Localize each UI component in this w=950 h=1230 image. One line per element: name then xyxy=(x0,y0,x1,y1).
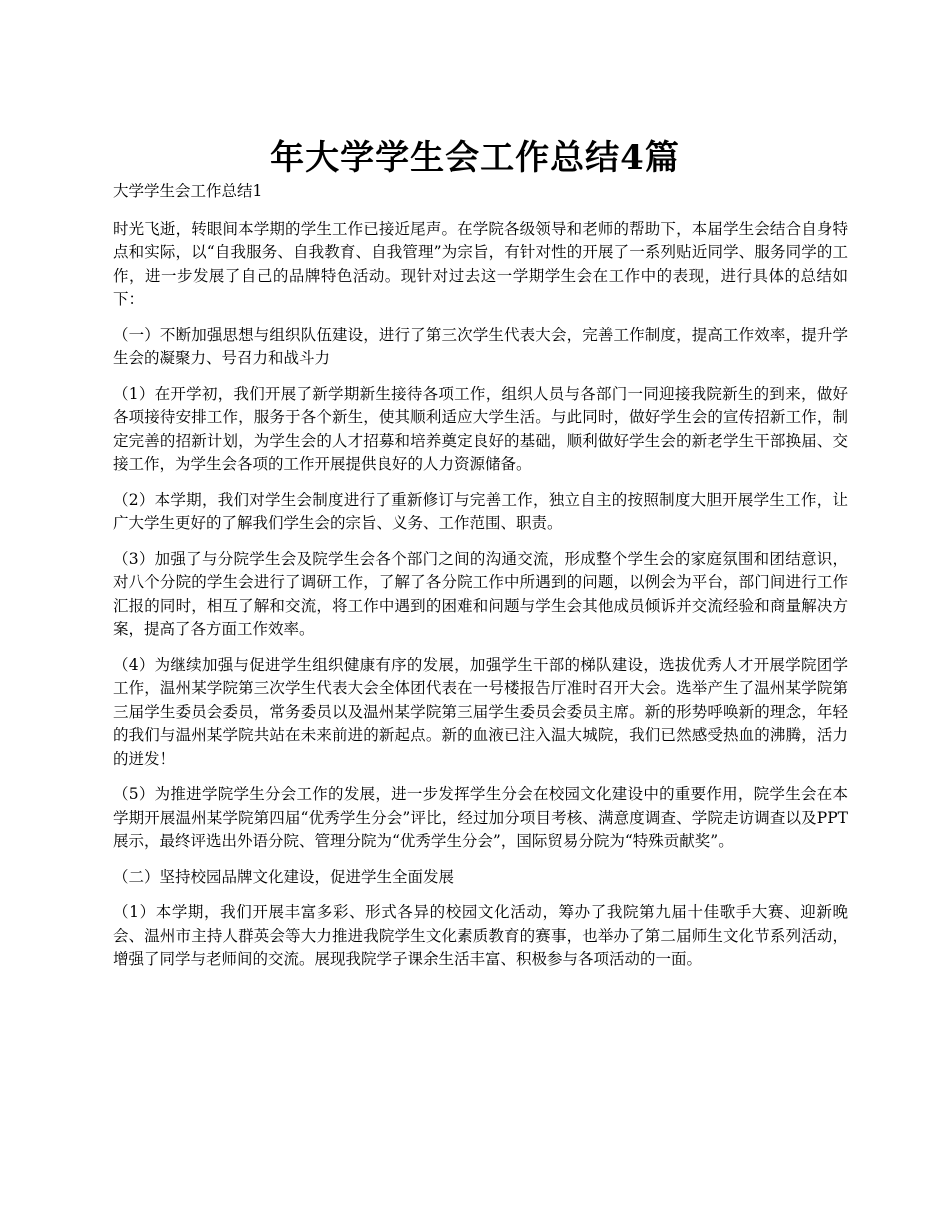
paragraph-item-2: （2）本学期，我们对学生会制度进行了重新修订与完善工作，独立自主的按照制度大胆开展学生工作，让广大学生更好的了解我们学生会的宗旨、义务、工作范围、职责。 xyxy=(113,490,848,532)
paragraph-item-5: （5）为推进学院学生分会工作的发展，进一步发挥学生分会在校园文化建设中的重要作用，院学生会在本学期开展温州某学院第四届“优秀学生分会”评比，经过加分项目考核、满意度调查、学院走访调查以及PPT展示，最终评选出外语分院、管理分院为“优秀学生分会”，国际贸易分院为“特殊贡献奖”。 xyxy=(113,785,848,850)
paragraph-item-4: （4）为继续加强与促进学生组织健康有序的发展，加强学生干部的梯队建设，选拔优秀人才开展学院团学工作，温州某学院第三次学生代表大会全体团代表在一号楼报告厅准时召开大会。选举产生了温州某学院第三届学生委员会委员，常务委员以及温州某学院第三届学生委员会委员主席。新的形势呼唤新的理念，年轻的我们与温州某学院共站在未来前进的新起点。新的血液已注入温大城院，我们已然感受热血的沸腾，活力的迸发！ xyxy=(113,655,848,768)
paragraph-item-6: （1）本学期，我们开展丰富多彩、形式各异的校园文化活动，筹办了我院第九届十佳歌手大赛、迎新晚会、温州市主持人群英会等大力推进我院学生文化素质教育的赛事，也举办了第二届师生文化节系列活动，增强了同学与老师间的交流。展现我院学子课余生活丰富、积极参与各项活动的一面。 xyxy=(113,903,848,968)
document-title: 年大学学生会工作总结4篇 xyxy=(270,137,680,178)
paragraph-heading-1: （一）不断加强思想与组织队伍建设，进行了第三次学生代表大会，完善工作制度，提高工作效率，提升学生会的凝聚力、号召力和战斗力 xyxy=(113,325,848,367)
paragraph-item-3: （3）加强了与分院学生会及院学生会各个部门之间的沟通交流，形成整个学生会的家庭氛围和团结意识，对八个分院的学生会进行了调研工作，了解了各分院工作中所遇到的问题，以例会为平台，部门间进行工作汇报的同时，相互了解和交流，将工作中遇到的困难和问题与学生会其他成员倾诉并交流经验和商量解决方案，提高了各方面工作效率。 xyxy=(113,549,848,638)
paragraph-intro: 时光飞逝，转眼间本学期的学生工作已接近尾声。在学院各级领导和老师的帮助下，本届学生会结合自身特点和实际，以“自我服务、自我教育、自我管理”为宗旨，有针对性的开展了一系列贴近同学、服务同学的工作，进一步发展了自己的品牌特色活动。现针对过去这一学期学生会在工作中的表现，进行具体的总结如下： xyxy=(113,219,848,308)
paragraph-item-1: （1）在开学初，我们开展了新学期新生接待各项工作，组织人员与各部门一同迎接我院新生的到来，做好各项接待安排工作，服务于各个新生，使其顺利适应大学生活。与此同时，做好学生会的宣传招新工作，制定完善的招新计划，为学生会的人才招募和培养奠定良好的基础，顺利做好学生会的新老学生干部换届、交接工作，为学生会各项的工作开展提供良好的人力资源储备。 xyxy=(113,384,848,473)
paragraph-heading-2: （二）坚持校园品牌文化建设，促进学生全面发展 xyxy=(113,867,455,886)
document-body xyxy=(113,180,848,984)
section-subtitle: 大学学生会工作总结1 xyxy=(113,182,263,200)
